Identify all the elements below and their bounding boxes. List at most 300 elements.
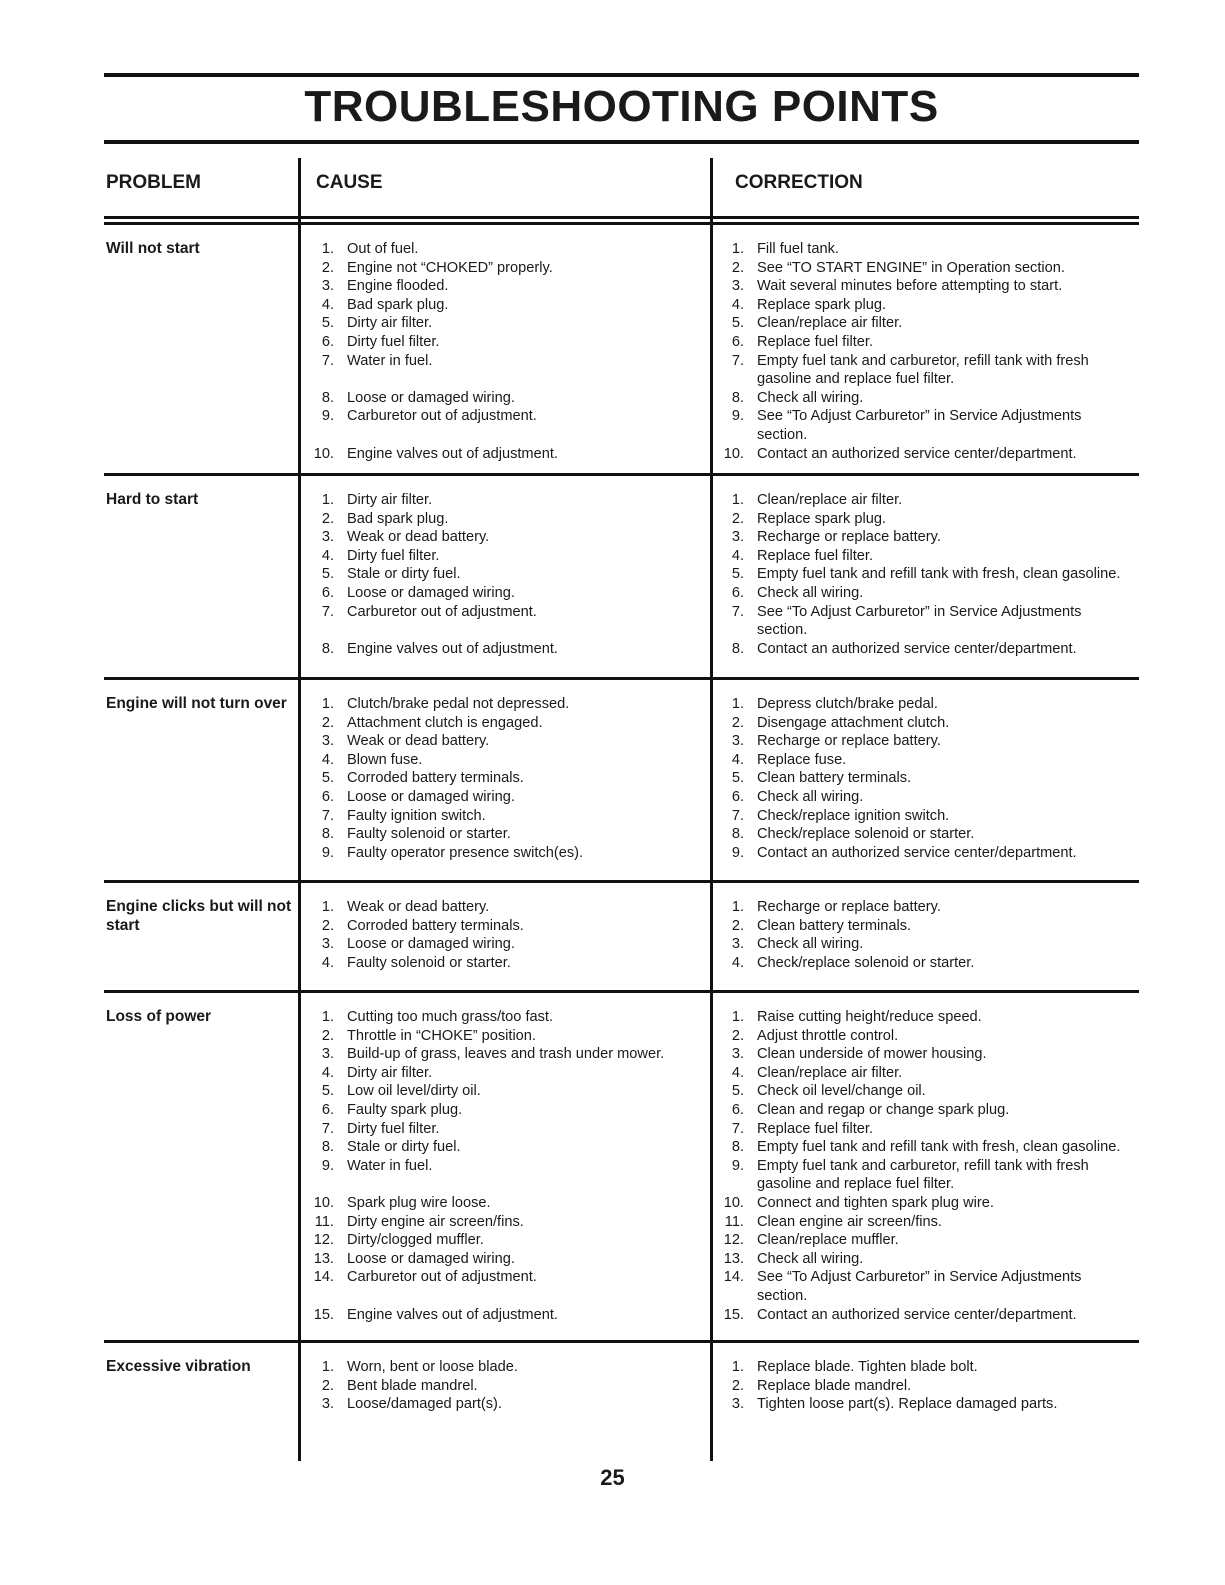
item-text: Clean battery terminals. [757, 917, 912, 934]
cause-item [312, 825, 704, 844]
item-text: Dirty fuel filter. [347, 333, 440, 350]
cause-item [312, 1120, 704, 1139]
correction-item [722, 1306, 1142, 1325]
correction-item [722, 314, 1142, 333]
item-number: 3. [321, 936, 334, 953]
item-number: 8. [321, 389, 334, 406]
item-text: Check all wiring. [757, 1250, 864, 1267]
item-number: 4. [731, 751, 744, 768]
correction-item [722, 445, 1142, 464]
cause-item [312, 935, 704, 954]
item-number: 9. [731, 1157, 744, 1174]
cause-item [312, 296, 704, 315]
item-number: 8. [731, 640, 744, 657]
item-number: 3. [321, 278, 334, 295]
item-number: 11. [314, 1213, 334, 1230]
item-text: Faulty solenoid or starter. [347, 826, 511, 843]
cause-list [312, 240, 704, 463]
cause-item [312, 695, 704, 714]
item-number: 3. [731, 733, 744, 750]
item-number: 9. [731, 408, 744, 425]
section-rule [104, 677, 1139, 680]
cause-item [312, 1082, 704, 1101]
item-text: Check all wiring. [757, 389, 864, 406]
correction-item [722, 296, 1142, 315]
item-number: 1. [321, 1009, 334, 1025]
correction-list [722, 1358, 1142, 1414]
correction-item [722, 935, 1142, 954]
correction-item [722, 714, 1142, 733]
cause-item [312, 1027, 704, 1046]
item-number: 9. [321, 1157, 334, 1174]
problem-label: Engine clicks but will not start [106, 898, 292, 934]
item-number: 4. [731, 954, 744, 971]
item-number: 8. [321, 640, 334, 657]
item-number: 12. [723, 1232, 744, 1249]
item-text: Build-up of grass, leaves and trash under mower. [347, 1046, 665, 1063]
correction-item [722, 1045, 1142, 1064]
cause-item [312, 510, 704, 529]
correction-item [722, 1213, 1142, 1232]
correction-item [722, 732, 1142, 751]
item-text: Engine valves out of adjustment. [347, 640, 558, 657]
item-number: 3. [321, 733, 334, 750]
correction-item [722, 1120, 1142, 1139]
item-text: Fill fuel tank. [757, 241, 839, 257]
cause-item [312, 1395, 704, 1414]
title-top-rule [104, 73, 1139, 77]
item-number: 7. [321, 352, 334, 369]
cause-item [312, 491, 704, 510]
problem-label: Hard to start [106, 491, 199, 508]
item-text: Empty fuel tank and carburetor, refill tank with fresh gasoline and replace fuel filter. [757, 1157, 1089, 1193]
item-number: 2. [321, 1377, 334, 1394]
item-text: Throttle in “CHOKE” position. [347, 1027, 536, 1044]
item-text: Check/replace ignition switch. [757, 807, 950, 824]
item-text: Wait several minutes before attempting to start. [757, 278, 1063, 295]
item-text: Replace spark plug. [757, 510, 886, 527]
item-text: Clean/replace muffler. [757, 1232, 899, 1249]
problem-label: Loss of power [106, 1008, 212, 1025]
cause-item [312, 1268, 704, 1287]
problem-column-header: PROBLEM [106, 172, 201, 193]
item-text: Contact an authorized service center/department. [757, 844, 1077, 861]
cause-list [312, 1008, 704, 1324]
cause-item [312, 769, 704, 788]
item-text: Bad spark plug. [347, 296, 449, 313]
item-number: 3. [321, 529, 334, 546]
correction-item [722, 1101, 1142, 1120]
correction-item [722, 333, 1142, 352]
item-number: 6. [321, 584, 334, 601]
item-text: Worn, bent or loose blade. [347, 1359, 518, 1375]
correction-item [722, 1194, 1142, 1213]
item-text: Check all wiring. [757, 788, 864, 805]
item-number: 5. [321, 770, 334, 787]
cause-item [312, 1157, 704, 1176]
item-number: 4. [321, 547, 334, 564]
item-number: 2. [731, 259, 744, 276]
correction-item [722, 1395, 1142, 1414]
cause-list [312, 695, 704, 862]
item-number: 3. [321, 1396, 334, 1413]
cause-item [312, 528, 704, 547]
cause-item [312, 352, 704, 371]
item-number: 11. [724, 1213, 744, 1230]
correction-list [722, 240, 1142, 463]
item-text: Carburetor out of adjustment. [347, 603, 537, 620]
item-text: Replace fuel filter. [757, 333, 874, 350]
cause-item [312, 640, 704, 659]
item-number: 8. [321, 1139, 334, 1156]
item-number: 10. [723, 445, 744, 462]
item-number: 12. [313, 1232, 334, 1249]
item-text: Loose or damaged wiring. [347, 1250, 515, 1267]
item-number: 3. [731, 278, 744, 295]
item-text: Carburetor out of adjustment. [347, 408, 537, 425]
item-text: Faulty solenoid or starter. [347, 954, 511, 971]
item-number: 1. [321, 492, 334, 508]
item-number: 5. [731, 1083, 744, 1100]
correction-list [722, 898, 1142, 972]
cause-item [312, 565, 704, 584]
item-text: Engine not “CHOKED” properly. [347, 259, 553, 276]
page-number: 25 [600, 1465, 625, 1490]
item-number: 6. [731, 1101, 744, 1118]
cause-item [312, 917, 704, 936]
item-number: 10. [313, 1194, 334, 1211]
item-number: 14. [313, 1269, 334, 1286]
correction-item [722, 603, 1142, 640]
cause-item [312, 1231, 704, 1250]
cause-item [312, 844, 704, 863]
item-text: Replace blade. Tighten blade bolt. [757, 1359, 978, 1375]
cause-item [312, 1250, 704, 1269]
item-text: Dirty fuel filter. [347, 547, 440, 564]
correction-item [722, 528, 1142, 547]
item-text: Replace fuse. [757, 751, 847, 768]
item-text: Stale or dirty fuel. [347, 566, 461, 583]
item-text: Engine valves out of adjustment. [347, 1306, 558, 1323]
item-text: Loose/damaged part(s). [347, 1396, 502, 1413]
item-text: Blown fuse. [347, 751, 423, 768]
item-text: Check all wiring. [757, 584, 864, 601]
correction-item [722, 510, 1142, 529]
item-text: Check oil level/change oil. [757, 1083, 926, 1100]
cause-list [312, 898, 704, 972]
section-rule [104, 222, 1139, 225]
cause-item [312, 445, 704, 464]
item-text: Adjust throttle control. [757, 1027, 899, 1044]
item-number: 8. [321, 826, 334, 843]
item-text: Bent blade mandrel. [347, 1377, 478, 1394]
item-text: Contact an authorized service center/department. [757, 1306, 1077, 1323]
item-number: 15. [723, 1306, 744, 1323]
item-text: Carburetor out of adjustment. [347, 1269, 537, 1286]
correction-item [722, 898, 1142, 917]
cause-item [312, 314, 704, 333]
item-text: See “To Adjust Carburetor” in Service Adjustments section. [757, 603, 1082, 639]
problem-label: Engine will not turn over [106, 695, 287, 712]
item-number: 3. [731, 1046, 744, 1063]
cause-item [312, 807, 704, 826]
item-number: 2. [321, 714, 334, 731]
item-number: 2. [321, 917, 334, 934]
item-text: Check/replace solenoid or starter. [757, 954, 975, 971]
correction-item [722, 407, 1142, 444]
cause-item [312, 603, 704, 622]
item-text: Connect and tighten spark plug wire. [757, 1194, 994, 1211]
correction-list [722, 1008, 1142, 1324]
item-text: See “To Adjust Carburetor” in Service Adjustments section. [757, 408, 1082, 443]
item-text: Cutting too much grass/too fast. [347, 1009, 554, 1025]
item-text: Replace fuel filter. [757, 1120, 874, 1137]
item-text: Replace fuel filter. [757, 547, 874, 564]
item-number: 4. [321, 1064, 334, 1081]
item-number: 6. [321, 1101, 334, 1118]
correction-item [722, 1157, 1142, 1194]
correction-item [722, 1138, 1142, 1157]
item-text: Faulty operator presence switch(es). [347, 844, 584, 861]
cause-item [312, 1306, 704, 1325]
correction-item [722, 917, 1142, 936]
item-number: 5. [321, 315, 334, 332]
item-number: 10. [723, 1194, 744, 1211]
cause-item [312, 584, 704, 603]
item-number: 4. [321, 296, 334, 313]
item-number: 1. [731, 492, 744, 508]
item-text: Recharge or replace battery. [757, 733, 941, 750]
item-number: 7. [731, 352, 744, 369]
item-number: 7. [731, 1120, 744, 1137]
correction-item [722, 277, 1142, 296]
correction-item [722, 1268, 1142, 1305]
item-text: Dirty/clogged muffler. [347, 1232, 484, 1249]
item-text: Empty fuel tank and refill tank with fresh, clean gasoline. [757, 566, 1121, 583]
correction-item [722, 565, 1142, 584]
item-text: Faulty ignition switch. [347, 807, 486, 824]
section-rule [104, 880, 1139, 883]
item-number: 5. [731, 566, 744, 583]
correction-item [722, 1082, 1142, 1101]
item-text: Weak or dead battery. [347, 733, 490, 750]
item-text: Recharge or replace battery. [757, 529, 941, 546]
item-text: Clean battery terminals. [757, 770, 912, 787]
item-number: 4. [731, 547, 744, 564]
item-number: 2. [731, 1377, 744, 1394]
item-text: Dirty engine air screen/fins. [347, 1213, 524, 1230]
item-number: 15. [313, 1306, 334, 1323]
cause-item [312, 898, 704, 917]
item-text: Corroded battery terminals. [347, 917, 524, 934]
cause-list [312, 1358, 704, 1414]
item-text: Dirty air filter. [347, 492, 433, 508]
item-text: Disengage attachment clutch. [757, 714, 950, 731]
correction-column-header: CORRECTION [735, 172, 863, 193]
cause-column-header: CAUSE [316, 172, 383, 193]
item-text: Water in fuel. [347, 1157, 433, 1174]
cause-item [312, 1138, 704, 1157]
item-number: 1. [731, 241, 744, 257]
cause-item [312, 788, 704, 807]
item-number: 9. [321, 844, 334, 861]
item-text: Loose or damaged wiring. [347, 584, 515, 601]
cause-item [312, 1101, 704, 1120]
cause-item [312, 1358, 704, 1377]
item-number: 9. [321, 408, 334, 425]
correction-item [722, 1008, 1142, 1027]
item-text: Loose or damaged wiring. [347, 389, 515, 406]
item-number: 1. [321, 241, 334, 257]
item-text: Depress clutch/brake pedal. [757, 696, 938, 712]
title-bottom-rule [104, 140, 1139, 144]
correction-item [722, 1064, 1142, 1083]
item-text: Stale or dirty fuel. [347, 1139, 461, 1156]
correction-item [722, 491, 1142, 510]
item-text: Attachment clutch is engaged. [347, 714, 543, 731]
cause-item [312, 1194, 704, 1213]
cause-item [312, 751, 704, 770]
item-number: 5. [731, 315, 744, 332]
column-divider-problem-cause [298, 158, 301, 1461]
correction-list [722, 491, 1142, 658]
item-number: 5. [731, 770, 744, 787]
correction-item [722, 1250, 1142, 1269]
item-text: Water in fuel. [347, 352, 433, 369]
item-number: 4. [731, 296, 744, 313]
cause-item [312, 277, 704, 296]
section-rule [104, 990, 1139, 993]
item-text: Clean/replace air filter. [757, 492, 903, 508]
cause-item [312, 389, 704, 408]
correction-item [722, 584, 1142, 603]
correction-item [722, 788, 1142, 807]
item-number: 2. [731, 917, 744, 934]
item-text: See “TO START ENGINE” in Operation section. [757, 259, 1065, 276]
correction-item [722, 640, 1142, 659]
item-text: Corroded battery terminals. [347, 770, 524, 787]
item-text: Check/replace solenoid or starter. [757, 826, 975, 843]
item-number: 1. [731, 1359, 744, 1375]
item-number: 8. [731, 826, 744, 843]
item-number: 1. [731, 1009, 744, 1025]
item-text: Clean underside of mower housing. [757, 1046, 987, 1063]
item-number: 4. [321, 954, 334, 971]
correction-item [722, 807, 1142, 826]
section-rule [104, 1340, 1139, 1343]
item-number: 7. [731, 603, 744, 620]
item-number: 1. [731, 696, 744, 712]
problem-label: Will not start [106, 240, 200, 257]
item-text: Clean/replace air filter. [757, 315, 903, 332]
cause-item [312, 732, 704, 751]
item-number: 2. [321, 510, 334, 527]
cause-item [312, 954, 704, 973]
item-text: Empty fuel tank and refill tank with fresh, clean gasoline. [757, 1139, 1121, 1156]
correction-item [722, 1377, 1142, 1396]
correction-item [722, 259, 1142, 278]
item-number: 6. [321, 788, 334, 805]
correction-item [722, 695, 1142, 714]
correction-item [722, 547, 1142, 566]
cause-item [312, 714, 704, 733]
item-text: Bad spark plug. [347, 510, 449, 527]
correction-item [722, 1027, 1142, 1046]
item-text: Tighten loose part(s). Replace damaged parts. [757, 1396, 1058, 1413]
cause-item [312, 1213, 704, 1232]
item-number: 3. [321, 1046, 334, 1063]
correction-item [722, 352, 1142, 389]
item-number: 7. [731, 807, 744, 824]
item-number: 14. [723, 1269, 744, 1286]
cause-item [312, 259, 704, 278]
item-text: Clean/replace air filter. [757, 1064, 903, 1081]
item-number: 6. [321, 333, 334, 350]
item-text: Dirty air filter. [347, 1064, 433, 1081]
item-text: Weak or dead battery. [347, 529, 490, 546]
item-text: Raise cutting height/reduce speed. [757, 1009, 982, 1025]
item-text: Loose or damaged wiring. [347, 936, 515, 953]
item-text: Clutch/brake pedal not depressed. [347, 696, 570, 712]
item-number: 3. [731, 936, 744, 953]
column-divider-cause-correction [710, 158, 713, 1461]
item-number: 9. [731, 844, 744, 861]
cause-item [312, 1008, 704, 1027]
correction-item [722, 825, 1142, 844]
item-text: Out of fuel. [347, 241, 419, 257]
item-number: 2. [731, 510, 744, 527]
item-number: 1. [731, 899, 744, 915]
item-number: 13. [313, 1250, 334, 1267]
item-number: 6. [731, 584, 744, 601]
cause-item [312, 1064, 704, 1083]
cause-item [312, 333, 704, 352]
correction-item [722, 844, 1142, 863]
item-number: 7. [321, 603, 334, 620]
correction-list [722, 695, 1142, 862]
item-number: 7. [321, 807, 334, 824]
correction-item [722, 954, 1142, 973]
item-text: Replace spark plug. [757, 296, 886, 313]
cause-item [312, 1377, 704, 1396]
item-number: 3. [731, 529, 744, 546]
item-number: 3. [731, 1396, 744, 1413]
item-text: Loose or damaged wiring. [347, 788, 515, 805]
item-text: Recharge or replace battery. [757, 899, 941, 915]
cause-item [312, 407, 704, 426]
item-number: 2. [731, 714, 744, 731]
item-number: 1. [321, 899, 334, 915]
item-text: Clean and regap or change spark plug. [757, 1101, 1010, 1118]
item-text: Dirty air filter. [347, 315, 433, 332]
item-number: 13. [723, 1250, 744, 1267]
page-title: TROUBLESHOOTING POINTS [304, 82, 939, 131]
item-number: 2. [321, 1027, 334, 1044]
item-number: 4. [731, 1064, 744, 1081]
correction-item [722, 389, 1142, 408]
item-number: 7. [321, 1120, 334, 1137]
cause-item [312, 547, 704, 566]
item-text: Clean engine air screen/fins. [757, 1213, 942, 1230]
correction-item [722, 751, 1142, 770]
correction-item [722, 769, 1142, 788]
item-number: 4. [321, 751, 334, 768]
item-text: Contact an authorized service center/department. [757, 640, 1077, 657]
item-number: 6. [731, 788, 744, 805]
item-text: Engine flooded. [347, 278, 449, 295]
item-text: Dirty fuel filter. [347, 1120, 440, 1137]
item-text: Low oil level/dirty oil. [347, 1083, 481, 1100]
